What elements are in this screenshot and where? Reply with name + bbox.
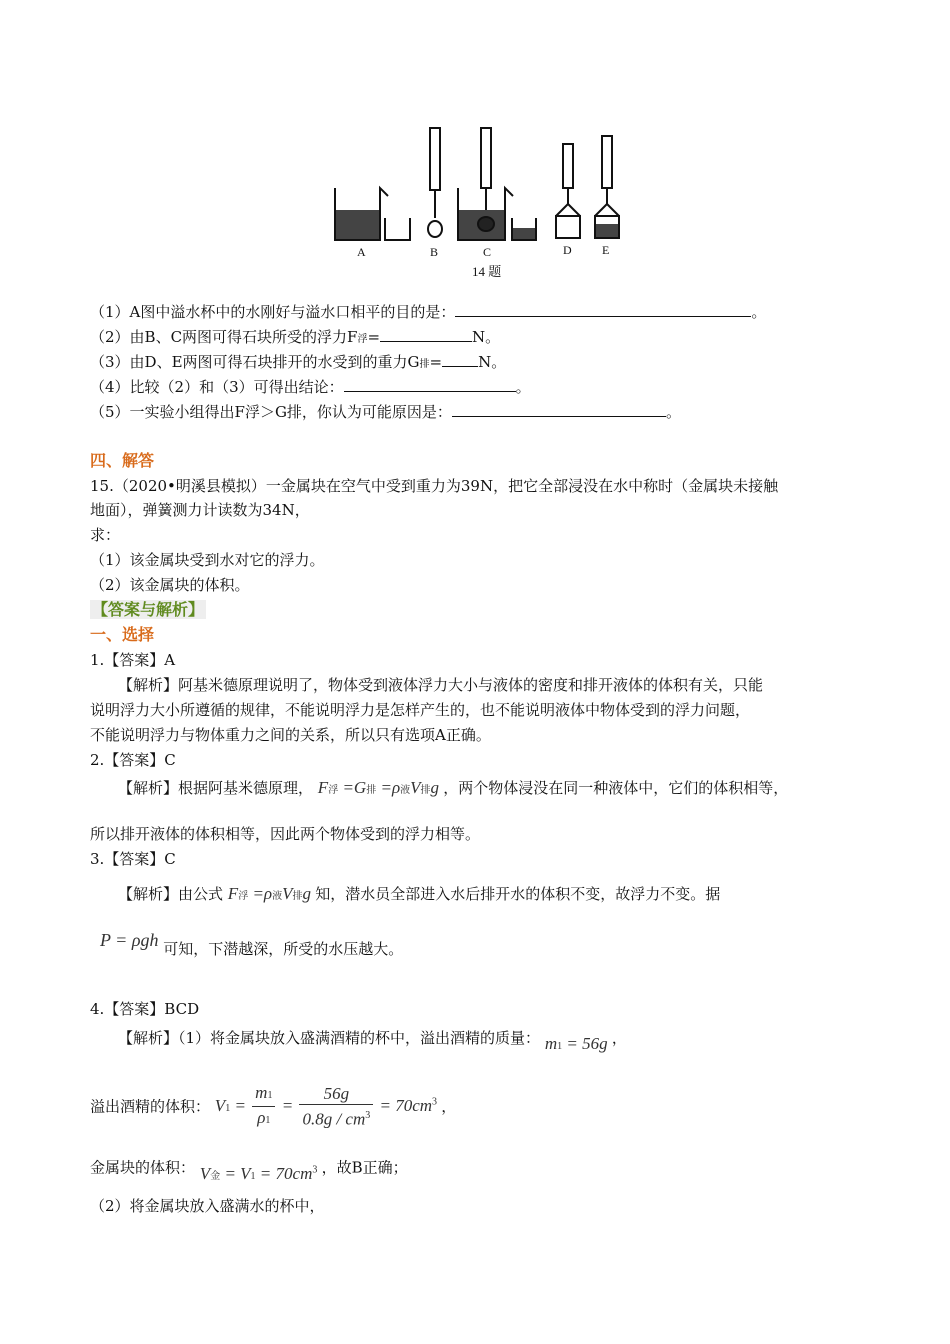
answer3-exp1: 【解析】由公式 F浮 =ρ液V排g 知，潜水员全部进入水后排开水的体积不变，故浮力不变。据 [118,884,721,903]
answer2-exp2: 所以排开液体的体积相等，因此两个物体受到的浮力相等。 [90,825,481,843]
answer3: 3.【答案】C [90,850,176,868]
q14-line4: （4）比较（2）和（3）可得出结论： 。 [90,378,531,396]
answer-blank-3[interactable] [442,352,478,367]
answers-heading: 【答案与解析】 [92,600,205,619]
experiment-figure [330,124,630,284]
q14-line2: （2）由B、C两图可得石块所受的浮力F浮= N。 [90,328,501,346]
section1-heading: 一、选择 [90,625,155,644]
label-e: E [602,243,610,257]
answer4-exp2: 溢出酒精的体积： V1 = $\frac{m1}{\rho 1}$ = $\frac{56g}{0.8g / cm^3}$ = $70cm^3$ ， [90,1083,457,1129]
formula-pressure: P = ρgh [100,930,159,950]
answer1-exp2: 说明浮力大小所遵循的规律，不能说明浮力是怎样产生的，也不能说明液体中物体受到的浮力问题， [90,701,751,719]
formula-volume-metal: V金 = $V1 = 70cm^3$ [199,1163,318,1183]
spring-scale-c [481,128,491,188]
answer4-exp1: 【解析】（1）将金属块放入盛满酒精的杯中，溢出酒精的质量： m1 = 56g ， [118,1029,627,1053]
q15-line5: （2）该金属块的体积。 [90,576,250,594]
answer-blank-1[interactable] [455,302,751,317]
q15-line4: （1）该金属块受到水对它的浮力。 [90,551,325,569]
answer1-exp3: 不能说明浮力与物体重力之间的关系，所以只有选项A正确。 [90,726,491,744]
answer4: 4.【答案】BCD [90,1000,200,1018]
answer-blank-2[interactable] [380,327,472,342]
answer4-exp3: 金属块的体积： V金 = $V1 = 70cm^3$ ，故B正确； [90,1158,408,1183]
q14-line3: （3）由D、E两图可得石块排开的水受到的重力G排= N。 [90,353,507,371]
answer3-exp2: P = ρgh 可知，下潜越深，所受的水压越大。 [100,930,404,958]
answer2-exp1: 【解析】根据阿基米德原理， F浮 =G排 =ρ液V排g ，两个物体浸没在同一种液体中，它们的体积相等， [118,778,789,797]
rock-c [478,217,494,231]
formula-archimedes: F浮 =G排 =ρ液V排g [317,778,439,797]
answer-blank-5[interactable] [452,402,666,417]
beaker-a [385,218,410,240]
q15-line3: 求： [90,526,121,544]
answer-blank-4[interactable] [344,377,516,392]
formula-mass: m1 = 56g [544,1034,608,1053]
answer1: 1.【答案】A [90,651,176,669]
figure-caption: 14 题 [472,264,502,279]
q14-line1: （1）A图中溢水杯中的水刚好与溢水口相平的目的是： 。 [90,303,767,321]
label-d: D [563,243,572,257]
formula-buoyancy: F浮 =ρ液V排g [227,884,311,903]
label-a: A [357,245,366,259]
answer2: 2.【答案】C [90,751,176,769]
answer4-exp4: （2）将金属块放入盛满水的杯中， [90,1197,325,1215]
spring-scale-b [430,128,440,190]
formula-volume: V1 = $\frac{m1}{\rho 1}$ = $\frac{56g}{0.8g / cm^3}$ = $70cm^3$ [214,1083,438,1129]
spring-scale-d [563,144,573,188]
answer1-exp1: 【解析】阿基米德原理说明了，物体受到液体浮力大小与液体的密度和排开液体的体积有关，只能 [118,676,764,694]
label-c: C [483,245,492,259]
q14-line5: （5）一实验小组得出F浮＞G排，你认为可能原因是： 。 [90,403,681,421]
bucket-d [556,216,580,238]
label-b: B [430,245,439,259]
q15-line1: 15.（2020•明溪县模拟）一金属块在空气中受到重力为39N，把它全部浸没在水中称时（金属块未接触 [90,477,779,495]
q15-line2: 地面），弹簧测力计读数为34N， [90,501,310,519]
rock-b [428,221,442,237]
section4-heading: 四、解答 [90,451,155,470]
spring-scale-e [602,136,612,188]
